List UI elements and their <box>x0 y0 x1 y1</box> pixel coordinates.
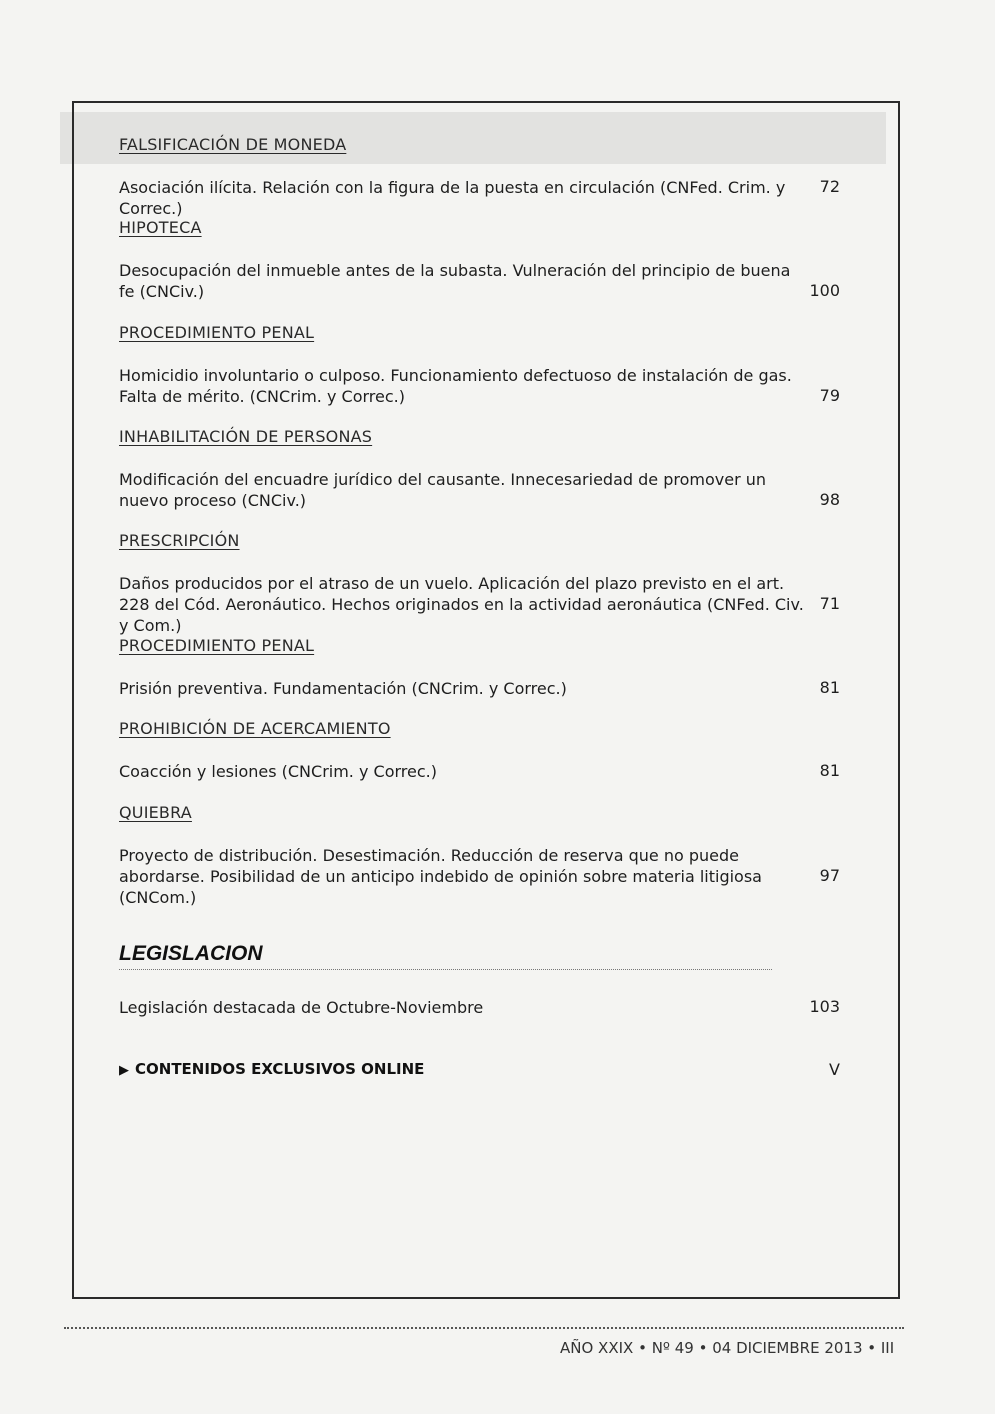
play-arrow-icon: ▶ <box>119 1063 129 1078</box>
section-entry[interactable]: Daños producidos por el atraso de un vuelo. Aplicación del plazo previsto en el art. 228 del Cód. Aeronáutico. Hechos originados en la actividad aeronáutica (CNFed. Civ. y Com.) <box>119 574 804 635</box>
section-heading[interactable]: FALSIFICACIÓN DE MONEDA <box>119 135 347 154</box>
issue-footer: AÑO XXIX • Nº 49 • 04 DICIEMBRE 2013 • III <box>560 1339 895 1357</box>
section-entry[interactable]: Prisión preventiva. Fundamentación (CNCrim. y Correc.) <box>119 679 567 698</box>
legislacion-entry[interactable]: Legislación destacada de Octubre-Noviembre <box>119 998 484 1017</box>
page-number: 103 <box>809 997 840 1016</box>
page-number: 72 <box>819 177 840 196</box>
section-entry[interactable]: Modificación del encuadre jurídico del causante. Innecesariedad de promover un nuevo proceso (CNCiv.) <box>119 470 767 510</box>
section-entry[interactable]: Desocupación del inmueble antes de la subasta. Vulneración del principio de buena fe (CNCiv.) <box>119 261 791 301</box>
page-number: 81 <box>819 678 840 697</box>
online-contents-link[interactable] <box>119 1060 424 1078</box>
section-heading[interactable]: QUIEBRA <box>119 803 192 822</box>
section-heading[interactable]: PROCEDIMIENTO PENAL <box>119 323 315 342</box>
section-heading[interactable]: HIPOTECA <box>119 218 202 237</box>
section-entry[interactable]: Proyecto de distribución. Desestimación. Reducción de reserva que no puede abordarse. Posibilidad de un anticipo indebido de opinión sobre materia litigiosa (CNCom.) <box>119 846 762 907</box>
section-heading[interactable]: INHABILITACIÓN DE PERSONAS <box>119 427 373 446</box>
page-number: V <box>829 1060 840 1079</box>
section-entry[interactable]: Asociación ilícita. Relación con la figura de la puesta en circulación (CNFed. Crim. y Correc.) <box>119 178 786 218</box>
section-entry[interactable]: Coacción y lesiones (CNCrim. y Correc.) <box>119 762 437 781</box>
section-entry[interactable]: Homicidio involuntario o culposo. Funcionamiento defectuoso de instalación de gas. Falta de mérito. (CNCrim. y Correc.) <box>119 366 792 406</box>
page-number: 98 <box>819 490 840 509</box>
page-number: 79 <box>819 386 840 405</box>
page-number: 81 <box>819 761 840 780</box>
page-number: 71 <box>819 594 840 613</box>
page-number: 100 <box>809 281 840 300</box>
section-heading[interactable]: PROCEDIMIENTO PENAL <box>119 636 315 655</box>
legislacion-heading: LEGISLACION <box>119 942 263 965</box>
footer-dotted-rule <box>64 1327 904 1329</box>
online-contents-label: CONTENIDOS EXCLUSIVOS ONLINE <box>135 1060 425 1078</box>
dotted-divider <box>119 969 772 970</box>
section-heading[interactable]: PROHIBICIÓN DE ACERCAMIENTO <box>119 719 391 738</box>
page-number: 97 <box>819 866 840 885</box>
section-heading[interactable]: PRESCRIPCIÓN <box>119 531 240 550</box>
